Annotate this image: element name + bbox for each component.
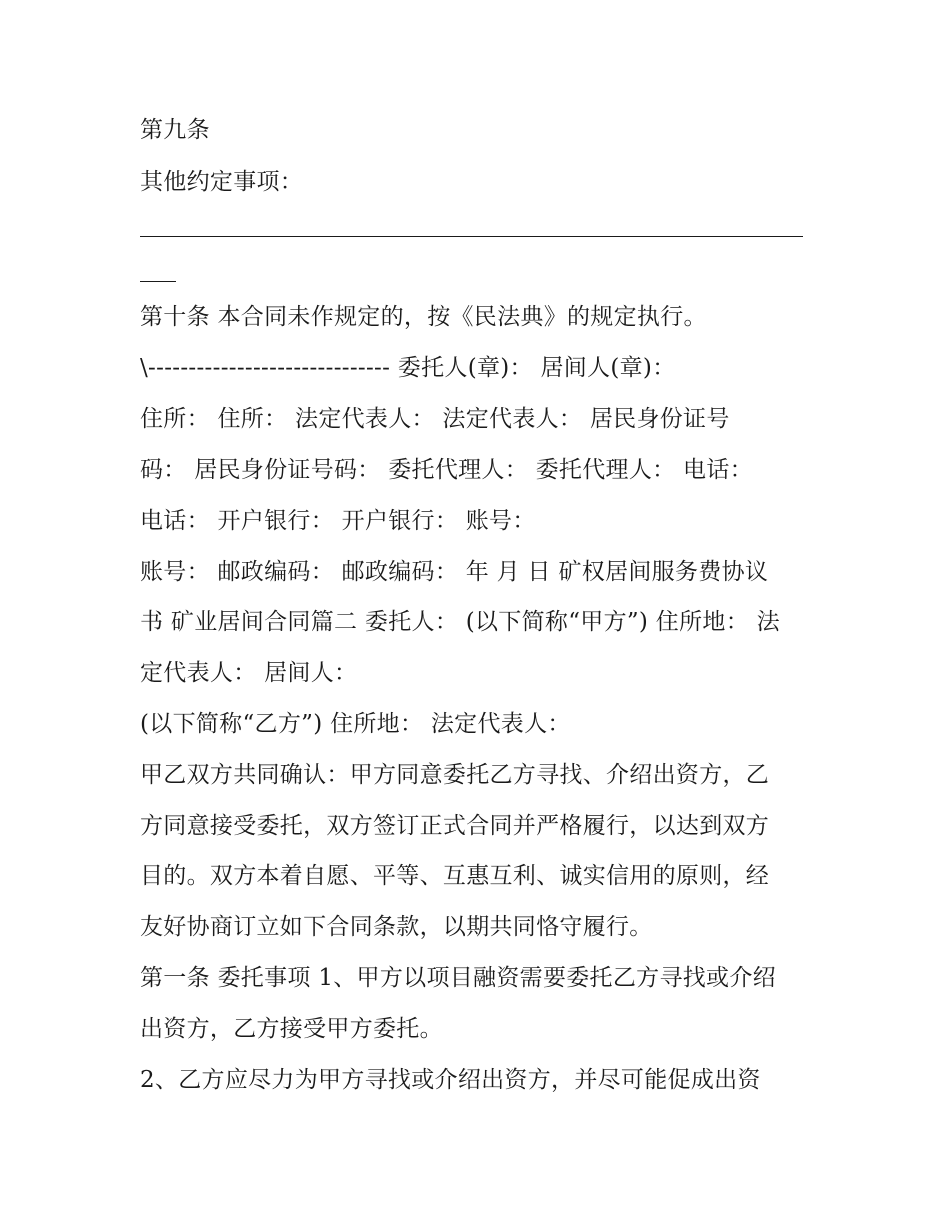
blank-fill-line-end — [140, 281, 176, 282]
paragraph-line-3: 目的。双方本着自愿、平等、互惠互利、诚实信用的原则，经 — [140, 863, 770, 889]
paragraph-line-1: 甲乙双方共同确认：甲方同意委托乙方寻找、介绍出资方，乙 — [140, 762, 770, 788]
article-10-text: 第十条 本合同未作规定的，按《民法典》的规定执行。 — [140, 304, 707, 330]
other-matters-label: 其他约定事项： — [140, 169, 304, 195]
contract-2-intro-line-1: 书 矿业居间合同篇二 委托人： (以下简称“甲方”) 住所地： 法 — [140, 609, 780, 635]
article-1-item-2: 2、乙方应尽力为甲方寻找或介绍出资方，并尽可能促成出资 — [140, 1067, 761, 1093]
article-1-line-1: 第一条 委托事项 1、甲方以项目融资需要委托乙方寻找或介绍 — [140, 965, 776, 991]
signature-separator-line: \------------------------------ 委托人(章)： 居间人(章)： — [140, 355, 676, 381]
contract-2-intro-line-3: (以下简称“乙方”) 住所地： 法定代表人： — [140, 711, 571, 737]
signature-fields-line-3: 电话： 开户银行： 开户银行： 账号： — [140, 508, 536, 534]
paragraph-line-2: 方同意接受委托，双方签订正式合同并严格履行，以达到双方 — [140, 813, 770, 839]
article-9-heading: 第九条 — [140, 117, 210, 143]
article-1-line-2: 出资方，乙方接受甲方委托。 — [140, 1016, 443, 1042]
signature-fields-line-2: 码： 居民身份证号码： 委托代理人： 委托代理人： 电话： — [140, 457, 753, 483]
signature-fields-line-1: 住所： 住所： 法定代表人： 法定代表人： 居民身份证号 — [140, 406, 730, 432]
blank-fill-line — [140, 236, 803, 237]
contract-2-intro-line-2: 定代表人： 居间人： — [140, 660, 358, 686]
paragraph-line-4: 友好协商订立如下合同条款，以期共同恪守履行。 — [140, 914, 653, 940]
signature-fields-line-4: 账号： 邮政编码： 邮政编码： 年 月 日 矿权居间服务费协议 — [140, 559, 769, 585]
